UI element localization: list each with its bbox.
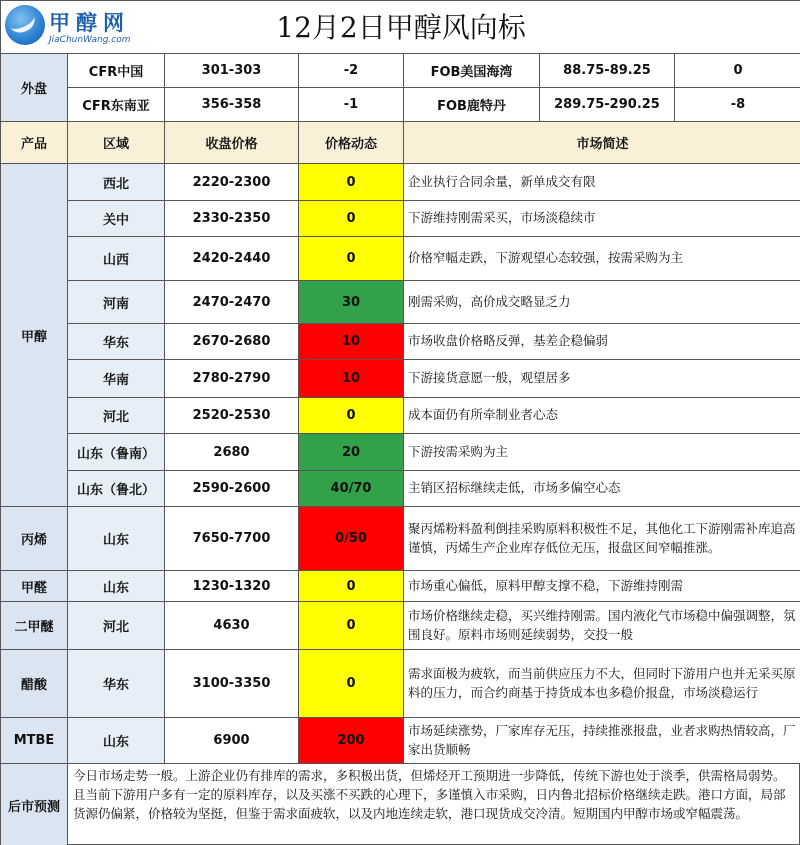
table-row — [68, 434, 800, 471]
summary-cell: 刚需采购，高价成交略显乏力 — [404, 281, 800, 323]
change-cell: 0 — [299, 650, 404, 717]
price-cell: 2470-2470 — [165, 281, 299, 323]
price-cell: 2670-2680 — [165, 324, 299, 359]
price-cell: 3100-3350 — [165, 650, 299, 717]
change-cell: 10 — [299, 360, 404, 397]
region-cell: 华东 — [68, 324, 165, 359]
market-change: -2 — [299, 54, 404, 87]
table-row — [68, 164, 800, 201]
region-cell: 华南 — [68, 360, 165, 397]
table-row — [68, 398, 800, 434]
region-cell: 关中 — [68, 201, 165, 236]
change-cell: 0 — [299, 164, 404, 200]
market-name: FOB鹿特丹 — [404, 88, 540, 121]
summary-cell: 市场重心偏低，原料甲醇支撑不稳，下游维持刚需 — [404, 571, 800, 601]
price-cell: 2590-2600 — [165, 471, 299, 506]
change-cell: 0 — [299, 201, 404, 236]
summary-cell: 企业执行合同余量，新单成交有限 — [404, 164, 800, 200]
summary-cell: 下游按需采购为主 — [404, 434, 800, 470]
market-name: FOB美国海湾 — [404, 54, 540, 87]
change-cell: 200 — [299, 718, 404, 763]
external-row — [68, 54, 800, 88]
change-cell: 10 — [299, 324, 404, 359]
price-cell: 2420-2440 — [165, 237, 299, 280]
region-cell: 河北 — [68, 602, 165, 649]
market-name: CFR中国 — [68, 54, 165, 87]
logo-text-en: JiaChunWang.com — [49, 35, 131, 45]
product-label: 丙烯 — [1, 507, 68, 571]
forecast-section — [1, 764, 800, 845]
external-label: 外盘 — [1, 54, 68, 122]
change-cell: 40/70 — [299, 471, 404, 506]
table-row — [68, 237, 800, 281]
change-cell: 0 — [299, 398, 404, 433]
region-cell: 山西 — [68, 237, 165, 280]
region-cell: 河北 — [68, 398, 165, 433]
summary-cell: 市场价格继续走稳，买兴维持刚需。国内液化气市场稳中偏强调整，氛围良好。原料市场则延续弱势，交投一般 — [404, 602, 800, 649]
summary-cell: 成本面仍有所牵制业者心态 — [404, 398, 800, 433]
region-cell: 山东（鲁南） — [68, 434, 165, 470]
change-cell: 20 — [299, 434, 404, 470]
change-cell: 0 — [299, 571, 404, 601]
price-cell: 4630 — [165, 602, 299, 649]
market-range: 88.75-89.25 — [540, 54, 675, 87]
region-cell: 华东 — [68, 650, 165, 717]
price-cell: 7650-7700 — [165, 507, 299, 570]
market-range: 301-303 — [165, 54, 299, 87]
table-row — [68, 281, 800, 324]
table-row — [68, 571, 800, 602]
region-cell: 山东（鲁北） — [68, 471, 165, 506]
region-cell: 山东 — [68, 718, 165, 763]
summary-cell: 主销区招标继续走低，市场多偏空心态 — [404, 471, 800, 506]
page-title: 12月2日甲醇风向标 — [276, 11, 526, 44]
column-header-price-change: 价格动态 — [299, 122, 404, 163]
market-range: 289.75-290.25 — [540, 88, 675, 121]
table-row — [68, 201, 800, 237]
change-cell: 0 — [299, 237, 404, 280]
logo-text-cn: 甲醇网 — [49, 10, 130, 35]
price-cell: 2780-2790 — [165, 360, 299, 397]
price-cell: 1230-1320 — [165, 571, 299, 601]
header — [1, 1, 800, 54]
summary-cell: 需求面极为疲软，而当前供应压力不大，但同时下游用户也并无采买原料的压力，而合约商基于持货成本也多稳价报盘，市场淡稳运行 — [404, 650, 800, 717]
price-cell: 2220-2300 — [165, 164, 299, 200]
external-row — [68, 88, 800, 122]
price-cell: 2680 — [165, 434, 299, 470]
column-header-summary: 市场简述 — [576, 137, 629, 152]
product-label: 醋酸 — [1, 650, 68, 718]
market-range: 356-358 — [165, 88, 299, 121]
region-cell: 山东 — [68, 507, 165, 570]
product-label: MTBE — [1, 718, 68, 764]
summary-cell: 市场收盘价格略反弹，基差企稳偏弱 — [404, 324, 800, 359]
change-cell: 30 — [299, 281, 404, 323]
price-cell: 2330-2350 — [165, 201, 299, 236]
change-cell: 0 — [299, 602, 404, 649]
summary-cell: 价格窄幅走跌，下游观望心态较强，按需采购为主 — [404, 237, 800, 280]
price-cell: 6900 — [165, 718, 299, 763]
summary-cell: 聚丙烯粉料盈利倒挂采购原料积极性不足，其他化工下游刚需补库追高谨慎，丙烯生产企业库存低位无压，报盘区间窄幅推涨。 — [404, 507, 800, 570]
forecast-label: 后市预测 — [1, 764, 68, 845]
column-header-region: 区域 — [68, 122, 165, 163]
forecast-text: 今日市场走势一般。上游企业仍有排库的需求，多积极出货，但烯烃开工预期进一步降低，传统下游也处于淡季，供需格局弱势。且当前下游用户多有一定的原料库存，以及买涨不买跌的心理下，多谨慎入市采购，日内鲁北招标价格继续走跌。港口方面，局部货源仍偏紧，价格较为坚挺，但鉴于需求面疲软，以及内地连续走软，港口现货成交冷清。短期国内甲醇市场或窄幅震荡。 — [73, 768, 786, 821]
product-label: 二甲醚 — [1, 602, 68, 650]
change-cell: 0/50 — [299, 507, 404, 570]
market-change: 0 — [733, 63, 743, 78]
region-cell: 河南 — [68, 281, 165, 323]
product-label: 甲醛 — [1, 571, 68, 602]
table-row — [68, 602, 800, 650]
region-cell: 西北 — [68, 164, 165, 200]
summary-cell: 下游接货意愿一般，观望居多 — [404, 360, 800, 397]
table-row — [68, 507, 800, 571]
table-row — [68, 718, 800, 764]
region-cell: 山东 — [68, 571, 165, 601]
market-change: -8 — [730, 97, 746, 112]
market-change: -1 — [299, 88, 404, 121]
methanol-label: 甲醇 — [1, 164, 68, 507]
market-name: CFR东南亚 — [68, 88, 165, 121]
table-row — [68, 324, 800, 360]
column-header-product: 产品 — [1, 122, 68, 163]
table-row — [68, 650, 800, 718]
table-row — [68, 360, 800, 398]
summary-cell: 下游维持刚需采买，市场淡稳续市 — [404, 201, 800, 236]
summary-cell: 市场延续涨势，厂家库存无压，持续推涨报盘，业者求购热情较高，厂家出货顺畅 — [404, 718, 800, 763]
column-header-close-price: 收盘价格 — [165, 122, 299, 163]
price-cell: 2520-2530 — [165, 398, 299, 433]
table-row — [68, 471, 800, 507]
column-header-row — [1, 122, 800, 164]
